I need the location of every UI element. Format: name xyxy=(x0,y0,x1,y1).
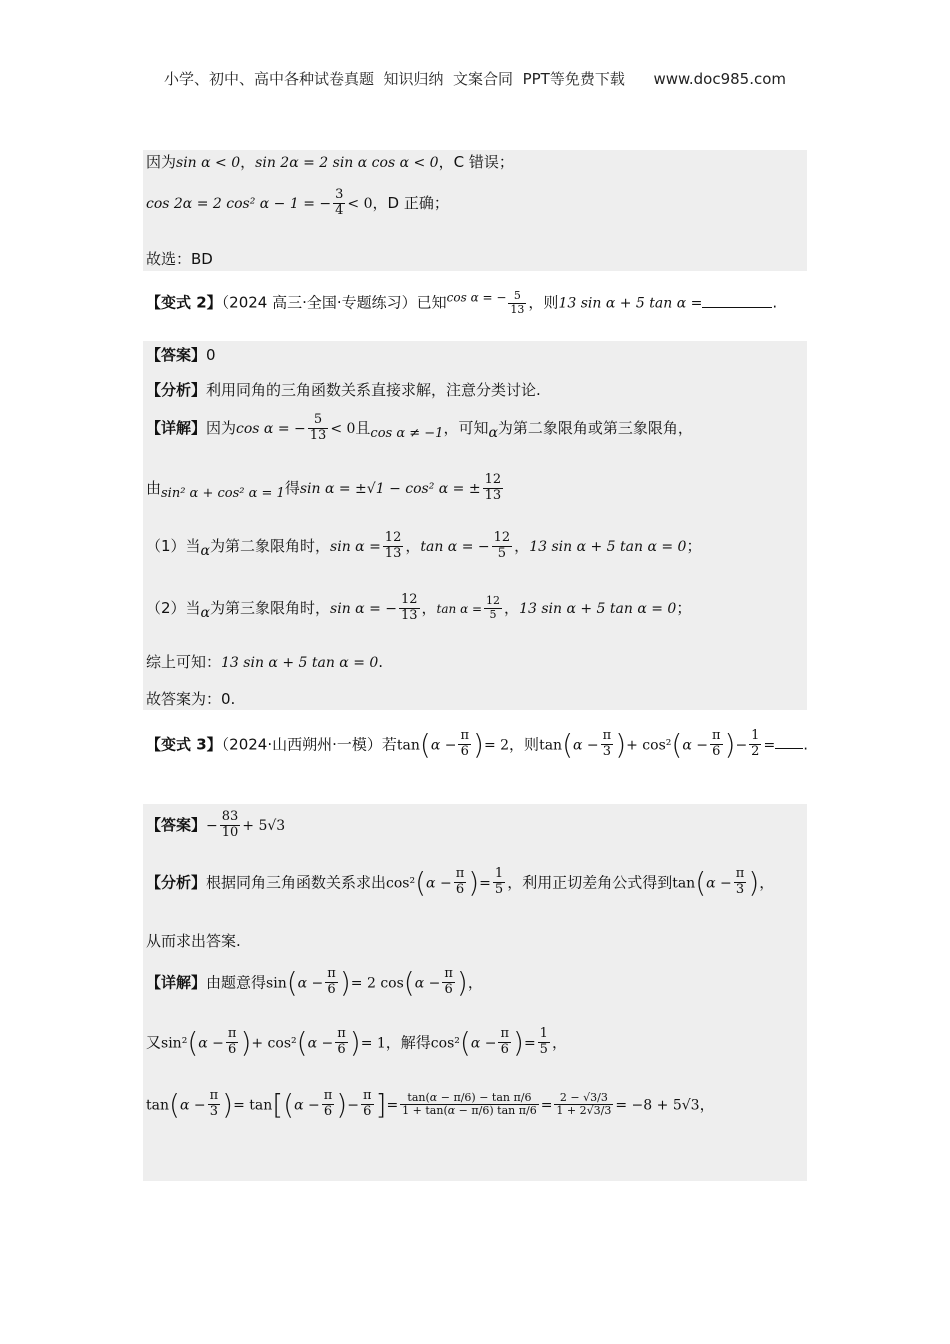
math: − tan xyxy=(479,1090,510,1104)
denominator: 10 xyxy=(221,824,239,840)
v3-analysis: 【分析】根据同角三角函数关系求出cos²(α − $\frac{\pi}{6}$ )= $\frac{1}{5}$ ，利用正切差角公式得到tan(α − $\frac{\pi}{3}$ )， xyxy=(146,866,775,899)
variant3-question: 【变式 3】（2024·山西朔州·一模）若tan(α − $\frac{\pi}{6}$ )= 2，则tan(α − $\frac{\pi}{3}$ )+ cos²(α − $\frac{\pi}{6}$ )− $\frac{1}{2}$ = . xyxy=(146,728,808,761)
math: α − xyxy=(307,1035,334,1052)
denominator: 13 xyxy=(384,545,402,561)
v3-detail-1: 【详解】由题意得sin(α − $\frac{\pi}{6}$ )= 2 cos(α − $\frac{\pi}{6}$ )， xyxy=(146,966,483,999)
numerator: π xyxy=(337,1026,346,1042)
text: （1）当 xyxy=(146,536,201,555)
numerator: π xyxy=(444,966,453,982)
fraction xyxy=(361,1089,374,1120)
numerator: π xyxy=(327,966,336,982)
fraction xyxy=(325,967,338,998)
fraction xyxy=(508,290,526,316)
math: = 1 xyxy=(360,1035,386,1052)
math: 6 xyxy=(482,1104,490,1118)
fraction xyxy=(492,531,513,562)
math: cos α = − xyxy=(446,290,507,305)
block1-line3: 故选：BD xyxy=(146,250,213,268)
text: 得 xyxy=(284,478,300,497)
text: 且 xyxy=(355,418,371,437)
math: α − xyxy=(426,875,452,892)
denominator: 3 xyxy=(735,882,745,898)
text: 为第三象限角时， xyxy=(210,598,331,617)
fraction xyxy=(220,810,241,841)
denominator: 6 xyxy=(460,744,469,760)
math: α − xyxy=(179,1097,206,1114)
denominator: 6 xyxy=(228,1042,237,1058)
math: √3 xyxy=(583,1090,598,1104)
math: sin α = − xyxy=(330,600,397,617)
math: < 0 xyxy=(347,195,373,212)
analysis-text: 利用同角的三角函数关系直接求解，注意分类讨论. xyxy=(206,381,541,399)
math: = 2 xyxy=(483,737,510,754)
math: cos α ≠ −1 xyxy=(370,425,444,441)
math: α − xyxy=(706,875,732,892)
math: 13 sin α + 5 tan α = xyxy=(558,295,703,312)
math: α xyxy=(200,604,211,621)
text: 为第二象限角时， xyxy=(210,536,331,555)
text: 由题意得 xyxy=(206,973,267,992)
v2-case-2: （2）当α为第三象限角时，sin α = − $\frac{12}{13}$ ，tan α = $\frac{12}{5}$ ，13 sin α + 5 tan α = 0； xyxy=(146,592,692,623)
fraction xyxy=(308,413,329,444)
answer-label: 【答案】 xyxy=(146,346,207,364)
denominator: 6 xyxy=(444,982,453,998)
math: = xyxy=(523,1035,536,1052)
variant-label: 【变式 2】 xyxy=(146,293,222,312)
denominator: 13 xyxy=(484,487,502,503)
math: = −8 + 5√3 xyxy=(615,1097,700,1114)
numerator: 12 xyxy=(493,530,511,545)
denominator: 6 xyxy=(500,1042,509,1058)
fraction xyxy=(493,867,505,898)
math: = xyxy=(386,1097,399,1114)
math: + cos² xyxy=(251,1035,297,1052)
math: = 2 cos xyxy=(350,975,404,992)
fraction xyxy=(710,729,723,760)
text: 综上可知： xyxy=(146,653,222,671)
fraction xyxy=(538,1027,550,1058)
fraction xyxy=(208,1089,221,1120)
v2-analysis xyxy=(146,381,541,399)
text: ； xyxy=(676,598,692,617)
text: 根据同角三角函数关系求出 xyxy=(206,873,387,892)
math: tan xyxy=(396,737,420,754)
math: α xyxy=(488,424,498,441)
v3-analysis-2: 从而求出答案. xyxy=(146,932,241,950)
numerator: π xyxy=(602,728,612,744)
math: 2 − xyxy=(559,1090,580,1104)
numerator: 1 xyxy=(494,866,504,882)
math: cos 2α = 2 cos² α − 1 = − xyxy=(146,195,332,212)
answer-blank xyxy=(702,307,772,308)
fraction xyxy=(734,867,747,898)
math: < 0 xyxy=(330,420,356,437)
math: tan xyxy=(672,875,696,892)
math: α − xyxy=(414,975,441,992)
big-fraction xyxy=(554,1092,613,1118)
denominator: 6 xyxy=(337,1042,346,1058)
numerator: π xyxy=(455,866,465,882)
answer-blank xyxy=(775,748,803,749)
v3-detail-2: 又sin²(α − $\frac{\pi}{6}$ )+ cos²(α − $\frac{\pi}{6}$ )= 1，解得cos²(α − $\frac{\pi}{6}$ )= $\frac{1}{5}$ ， xyxy=(146,1026,567,1059)
text: ，利用正切差角公式得到 xyxy=(507,873,673,892)
fraction xyxy=(335,1027,348,1058)
math: sin² α + cos² α = 1 xyxy=(161,485,285,501)
answer-value: 0 xyxy=(206,346,216,364)
math: tan α = xyxy=(436,601,483,616)
numerator: 12 xyxy=(400,592,418,607)
math: tan α = − xyxy=(420,538,490,555)
analysis-label: 【分析】 xyxy=(146,381,207,399)
math: α − xyxy=(297,975,324,992)
text: ， xyxy=(467,973,483,992)
math: 6 xyxy=(529,1104,537,1118)
math: = xyxy=(479,875,491,892)
text: . xyxy=(378,653,384,671)
text: 为第二象限角或第三象限角， xyxy=(497,418,693,437)
numerator: π xyxy=(362,1088,372,1104)
analysis-label: 【分析】 xyxy=(146,873,207,892)
text: 由 xyxy=(146,478,162,497)
denominator: 6 xyxy=(712,744,721,760)
text: ， xyxy=(699,1095,715,1114)
math: 6 xyxy=(464,1090,472,1104)
fraction xyxy=(442,967,455,998)
fraction xyxy=(601,729,614,760)
denominator: 6 xyxy=(455,882,465,898)
block1-line1 xyxy=(146,153,514,172)
fraction xyxy=(333,188,345,219)
math: α xyxy=(200,542,211,559)
numerator: 12 xyxy=(484,472,502,487)
fraction xyxy=(322,1089,335,1120)
denominator: 4 xyxy=(335,202,344,218)
math: cos² xyxy=(386,875,416,892)
v3-answer xyxy=(146,810,285,841)
math: tan xyxy=(407,1090,426,1104)
fraction xyxy=(454,867,467,898)
math: tan xyxy=(146,1097,169,1114)
denominator: 3 xyxy=(209,1104,218,1120)
numerator: π xyxy=(460,728,470,744)
math: 3 xyxy=(604,1104,612,1118)
math: = tan xyxy=(233,1097,273,1114)
numerator: tan(α − π/6) − tan π/6 xyxy=(400,1092,539,1106)
numerator: π xyxy=(711,728,721,744)
math: π xyxy=(513,1090,521,1104)
v2-detail-1 xyxy=(146,413,693,444)
big-fraction xyxy=(400,1092,539,1118)
math: cos² xyxy=(430,1035,460,1052)
math: = xyxy=(540,1097,553,1114)
denominator: 6 xyxy=(327,982,336,998)
text: ； xyxy=(686,536,702,555)
text: ，C 错误； xyxy=(438,153,514,171)
math: 13 sin α + 5 tan α = 0 xyxy=(529,538,687,555)
denominator: 5 xyxy=(494,882,504,898)
numerator: 5 xyxy=(308,413,329,429)
math: α − xyxy=(447,1104,468,1118)
denominator: 3 xyxy=(602,744,612,760)
math: = xyxy=(763,737,776,754)
math: α − xyxy=(682,737,708,754)
text: ， xyxy=(551,1033,567,1052)
math: sin α = ±√1 − cos² α = ± xyxy=(299,480,481,497)
text: ，D 正确； xyxy=(372,193,449,212)
denominator: 1 + 2√3/3 xyxy=(556,1104,612,1118)
text: ，可知 xyxy=(443,418,489,437)
numerator: π xyxy=(227,1026,237,1042)
detail-label: 【详解】 xyxy=(146,973,207,992)
fraction xyxy=(749,729,761,760)
text: . xyxy=(772,293,778,312)
math: cos α = − xyxy=(236,420,306,437)
fraction xyxy=(458,729,471,760)
text: （2）当 xyxy=(146,598,201,617)
math: α − xyxy=(198,1035,224,1052)
numerator: 3 xyxy=(335,187,344,202)
math: + cos² xyxy=(626,737,672,754)
denominator: 13 xyxy=(309,427,327,443)
numerator: 12 xyxy=(384,530,402,545)
denominator: 5 xyxy=(489,607,497,621)
math: π xyxy=(471,1104,479,1118)
math: α − xyxy=(429,1090,450,1104)
math: − xyxy=(206,817,218,834)
text: 因为 xyxy=(206,418,237,437)
page-header: 小学、初中、高中各种试卷真题 知识归纳 文案合同 PPT等免费下载 www.doc985.com xyxy=(163,70,787,88)
v2-final: 故答案为：0. xyxy=(146,690,236,708)
v2-case-1: （1）当α为第二象限角时，sin α = $\frac{12}{13}$ ，tan α = − $\frac{12}{5}$ ，13 sin α + 5 tan α = 0； xyxy=(146,530,702,561)
v2-answer xyxy=(146,346,216,364)
denominator: 2 xyxy=(751,744,760,760)
v3-detail-3: tan(α − $\frac{\pi}{3}$ )= tan[(α − $\frac{\pi}{6}$ )− $\frac{\pi}{6}$ ]= $\frac{\text{tan(α − π/6) − tan π/6}}{\text{1 + tan(α − π/6) tan π/6}}$ = $\frac{2 - √3/3}{1 + 2√3/3}$ = −8 + 5√3， xyxy=(146,1088,715,1121)
text: ，则 xyxy=(528,293,559,312)
variant-label: 【变式 3】 xyxy=(146,735,222,754)
math: tan xyxy=(497,1104,516,1118)
text: ， xyxy=(759,873,775,892)
source: （2024 高三·全国·专题练习）已知 xyxy=(221,293,447,312)
denominator: 5 xyxy=(497,545,507,561)
math: tan xyxy=(539,737,563,754)
fraction xyxy=(483,473,504,504)
denominator: 5 xyxy=(539,1042,548,1058)
numerator: 2 − √3/3 xyxy=(554,1092,613,1106)
math: sin α = xyxy=(330,538,381,555)
fraction xyxy=(399,593,420,624)
math: 1 + xyxy=(556,1104,577,1118)
math: α − xyxy=(573,737,599,754)
math: + 5√3 xyxy=(242,817,286,834)
math: α − xyxy=(294,1097,320,1114)
source: （2024·山西朔州·一模）若 xyxy=(221,735,397,754)
v2-summary xyxy=(146,653,383,672)
detail-label: 【详解】 xyxy=(146,418,207,437)
numerator: 1 xyxy=(751,728,760,744)
numerator: 1 xyxy=(539,1026,548,1042)
numerator: π xyxy=(735,866,745,882)
numerator: π xyxy=(500,1026,509,1042)
math: sin α < 0 xyxy=(176,155,241,171)
text: . xyxy=(803,735,808,754)
math: sin xyxy=(266,975,287,992)
numerator: π xyxy=(323,1088,333,1104)
math: − xyxy=(347,1097,359,1114)
math: π xyxy=(453,1090,461,1104)
math: 2√3 xyxy=(579,1104,601,1118)
variant2-question xyxy=(146,290,777,316)
text: ， xyxy=(240,153,256,171)
math: α − xyxy=(470,1035,497,1052)
math: 13 sin α + 5 tan α = 0 xyxy=(221,655,379,671)
v2-detail-2 xyxy=(146,473,505,504)
math: π xyxy=(518,1104,526,1118)
text: 因为 xyxy=(146,153,177,171)
math: 6 xyxy=(524,1090,532,1104)
numerator: 5 xyxy=(508,290,526,304)
text: 又 xyxy=(146,1033,162,1052)
math: α − xyxy=(430,737,457,754)
math: 1 + tan xyxy=(402,1104,444,1118)
numerator: 83 xyxy=(221,809,239,824)
denominator: 13 xyxy=(510,302,525,316)
text: ，解得 xyxy=(385,1033,431,1052)
block1-line2 xyxy=(146,188,449,219)
answer-label: 【答案】 xyxy=(146,815,207,834)
math: sin² xyxy=(161,1035,188,1052)
numerator: π xyxy=(209,1088,219,1104)
denominator: 6 xyxy=(363,1104,372,1120)
denominator: 1 + tan(α − π/6) tan π/6 xyxy=(402,1104,537,1118)
math: 3 xyxy=(600,1090,608,1104)
fraction xyxy=(383,531,404,562)
math: − xyxy=(735,737,748,754)
text: ，则 xyxy=(509,735,540,754)
denominator: 6 xyxy=(323,1104,333,1120)
math: sin 2α = 2 sin α cos α < 0 xyxy=(255,155,439,171)
math: 13 sin α + 5 tan α = 0 xyxy=(519,600,677,617)
numerator: 12 xyxy=(486,594,501,608)
fraction xyxy=(498,1027,511,1058)
fraction xyxy=(226,1027,239,1058)
denominator: 13 xyxy=(400,607,418,623)
fraction xyxy=(484,595,502,621)
